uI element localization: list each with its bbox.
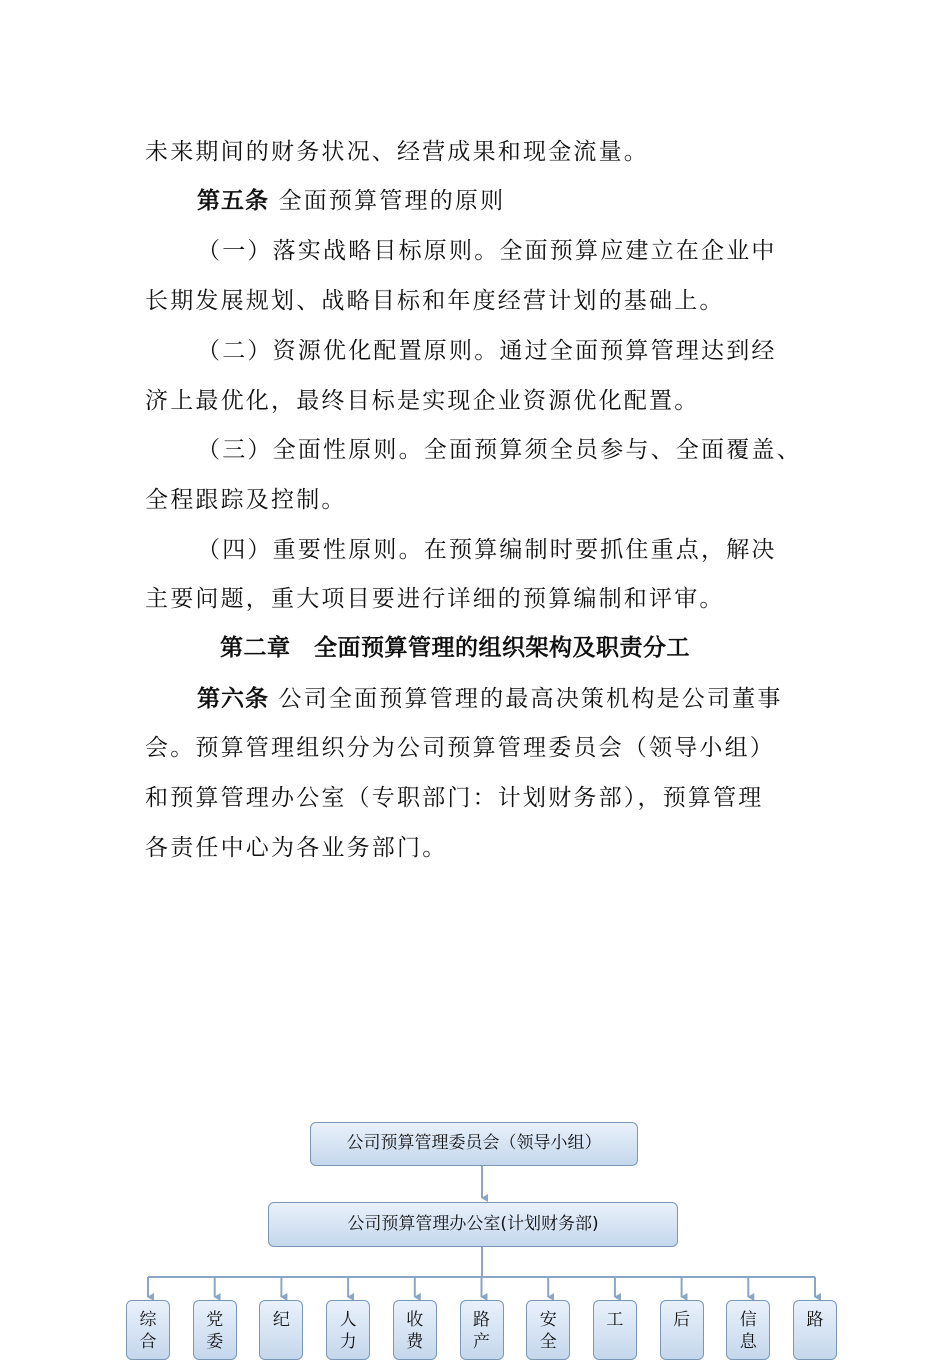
article-5-title: 第五条 <box>197 187 269 214</box>
department-box <box>593 1300 637 1360</box>
article-5-text: 全面预算管理的原则 <box>278 188 506 214</box>
chapter-heading: 第二章 全面预算管理的组织架构及职责分工 <box>220 635 690 661</box>
department-box <box>726 1300 770 1360</box>
article-6-line3: 和预算管理办公室（专职部门：计划财务部），预算管理 <box>145 785 764 811</box>
department-box <box>460 1300 504 1360</box>
department-box <box>126 1300 170 1360</box>
department-box <box>193 1300 237 1360</box>
department-label: 党委 <box>206 1310 224 1352</box>
paragraph-line: 未来期间的财务状况、经营成果和现金流量。 <box>145 139 649 165</box>
article-6-line2: 会。预算管理组织分为公司预算管理委员会（领导小组） <box>145 735 775 761</box>
principle-2-line2: 济上最优化，最终目标是实现企业资源优化配置。 <box>145 388 700 414</box>
department-label: 收费 <box>406 1310 424 1352</box>
connector-drops <box>148 1277 815 1297</box>
department-label: 路产 <box>473 1310 490 1352</box>
budget-office-box: 公司预算管理办公室(计划财务部) <box>268 1202 678 1247</box>
principle-3-line2: 全程跟踪及控制。 <box>145 487 347 513</box>
department-label: 纪 <box>272 1310 290 1330</box>
article-6-line4: 各责任中心为各业务部门。 <box>145 835 448 861</box>
department-box <box>793 1300 837 1360</box>
department-box <box>393 1300 437 1360</box>
principle-2-line1: （二）资源优化配置原则。通过全面预算管理达到经 <box>197 338 777 364</box>
principle-1-line2: 长期发展规划、战略目标和年度经营计划的基础上。 <box>145 288 725 314</box>
department-box <box>660 1300 704 1360</box>
principle-4-line1: （四）重要性原则。在预算编制时要抓住重点，解决 <box>197 537 777 563</box>
committee-box: 公司预算管理委员会（领导小组） <box>310 1122 638 1166</box>
principle-4-line2: 主要问题，重大项目要进行详细的预算编制和评审。 <box>145 586 725 612</box>
department-label: 安全 <box>539 1310 557 1352</box>
department-label: 人力 <box>339 1310 357 1352</box>
principle-1-line1: （一）落实战略目标原则。全面预算应建立在企业中 <box>197 238 777 264</box>
department-label: 后 <box>673 1310 691 1330</box>
department-box <box>259 1300 303 1360</box>
department-label: 路 <box>806 1310 824 1330</box>
department-label: 工 <box>606 1310 624 1330</box>
department-label: 信息 <box>739 1310 757 1352</box>
article-6-text: 公司全面预算管理的最高决策机构是公司董事 <box>278 686 783 712</box>
department-box <box>526 1300 570 1360</box>
principle-3-line1: （三）全面性原则。全面预算须全员参与、全面覆盖、 <box>197 437 802 463</box>
department-label: 综合 <box>139 1310 157 1352</box>
department-box <box>326 1300 370 1360</box>
article-6-title: 第六条 <box>197 685 269 712</box>
